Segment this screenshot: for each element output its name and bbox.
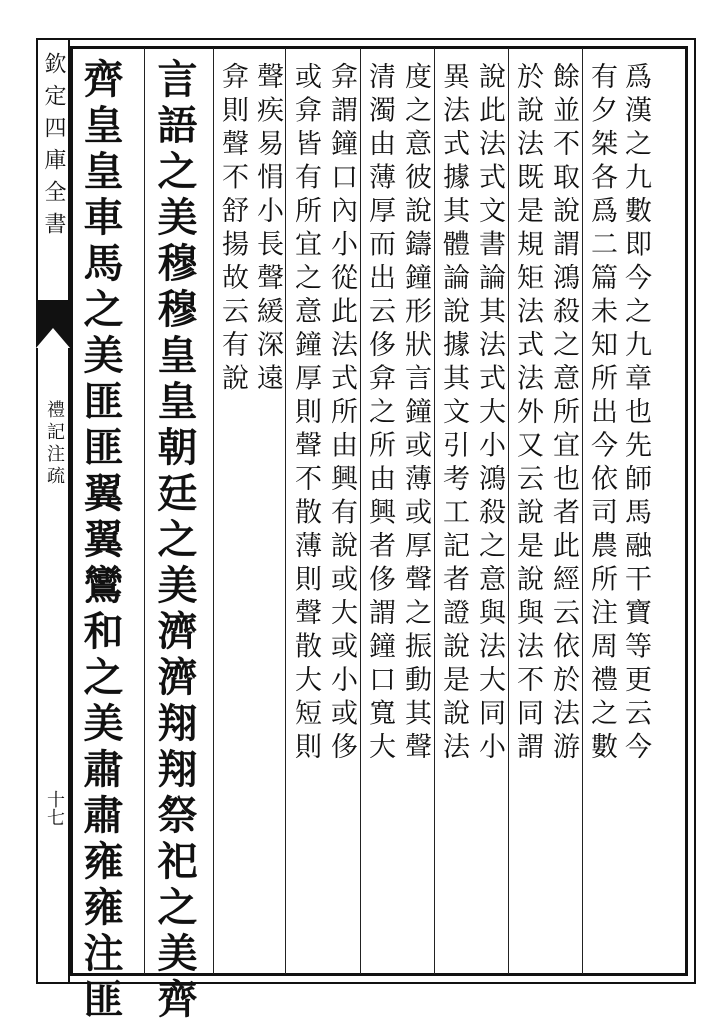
column-rule xyxy=(434,48,435,974)
text-column: 聲疾易悁小長聲緩深遠 xyxy=(252,62,283,397)
text-column: 弇謂鐘口內小從此法式所由興有說或大或小或侈 xyxy=(326,62,357,766)
text-column: 弇則聲不舒揚故云有說 xyxy=(217,62,248,397)
main-text-column: 齊皇皇車馬之美匪匪翼翼鸞和之美肅肅雍雍注匪 xyxy=(77,58,124,1024)
main-text-column: 言語之美穆穆皇皇朝廷之美濟濟翔翔祭祀之美齊 xyxy=(151,58,198,1024)
text-column: 有夕桀各爲二篇未知所出今依司農所注周禮之數 xyxy=(586,62,617,766)
column-rule xyxy=(144,48,145,974)
column-rule xyxy=(285,48,286,974)
text-column: 清濁由薄厚而出云侈弇之所由興者侈謂鐘口寬大 xyxy=(364,62,395,766)
text-column: 度之意彼說鑄鐘形狀言鐘或薄或厚聲之振動其聲 xyxy=(400,62,431,766)
page-number: 十七 xyxy=(44,790,65,826)
section-title: 禮記注疏 xyxy=(44,400,65,488)
fish-tail-ornament-icon xyxy=(36,300,70,348)
text-column: 說此法式文書論其法式大小鴻殺之意與法大同小 xyxy=(474,62,505,766)
text-column: 餘並不取說謂鴻殺之意所宜也者此經云依於法游 xyxy=(548,62,579,766)
column-rule xyxy=(508,48,509,974)
text-column: 爲漢之九數即今之九章也先師馬融干寶等更云今 xyxy=(620,62,651,766)
text-column: 於說法既是規矩法式法外又云說是說與法不同謂 xyxy=(512,62,543,766)
text-column: 或弇皆有所宜之意鐘厚則聲不散薄則聲散大短則 xyxy=(290,62,321,766)
column-rule xyxy=(360,48,361,974)
text-column: 異法式據其體論說據其文引考工記者證說是說法 xyxy=(438,62,469,766)
column-rule xyxy=(213,48,214,974)
book-title: 欽定四庫全書 xyxy=(41,52,66,244)
column-rule xyxy=(582,48,583,974)
